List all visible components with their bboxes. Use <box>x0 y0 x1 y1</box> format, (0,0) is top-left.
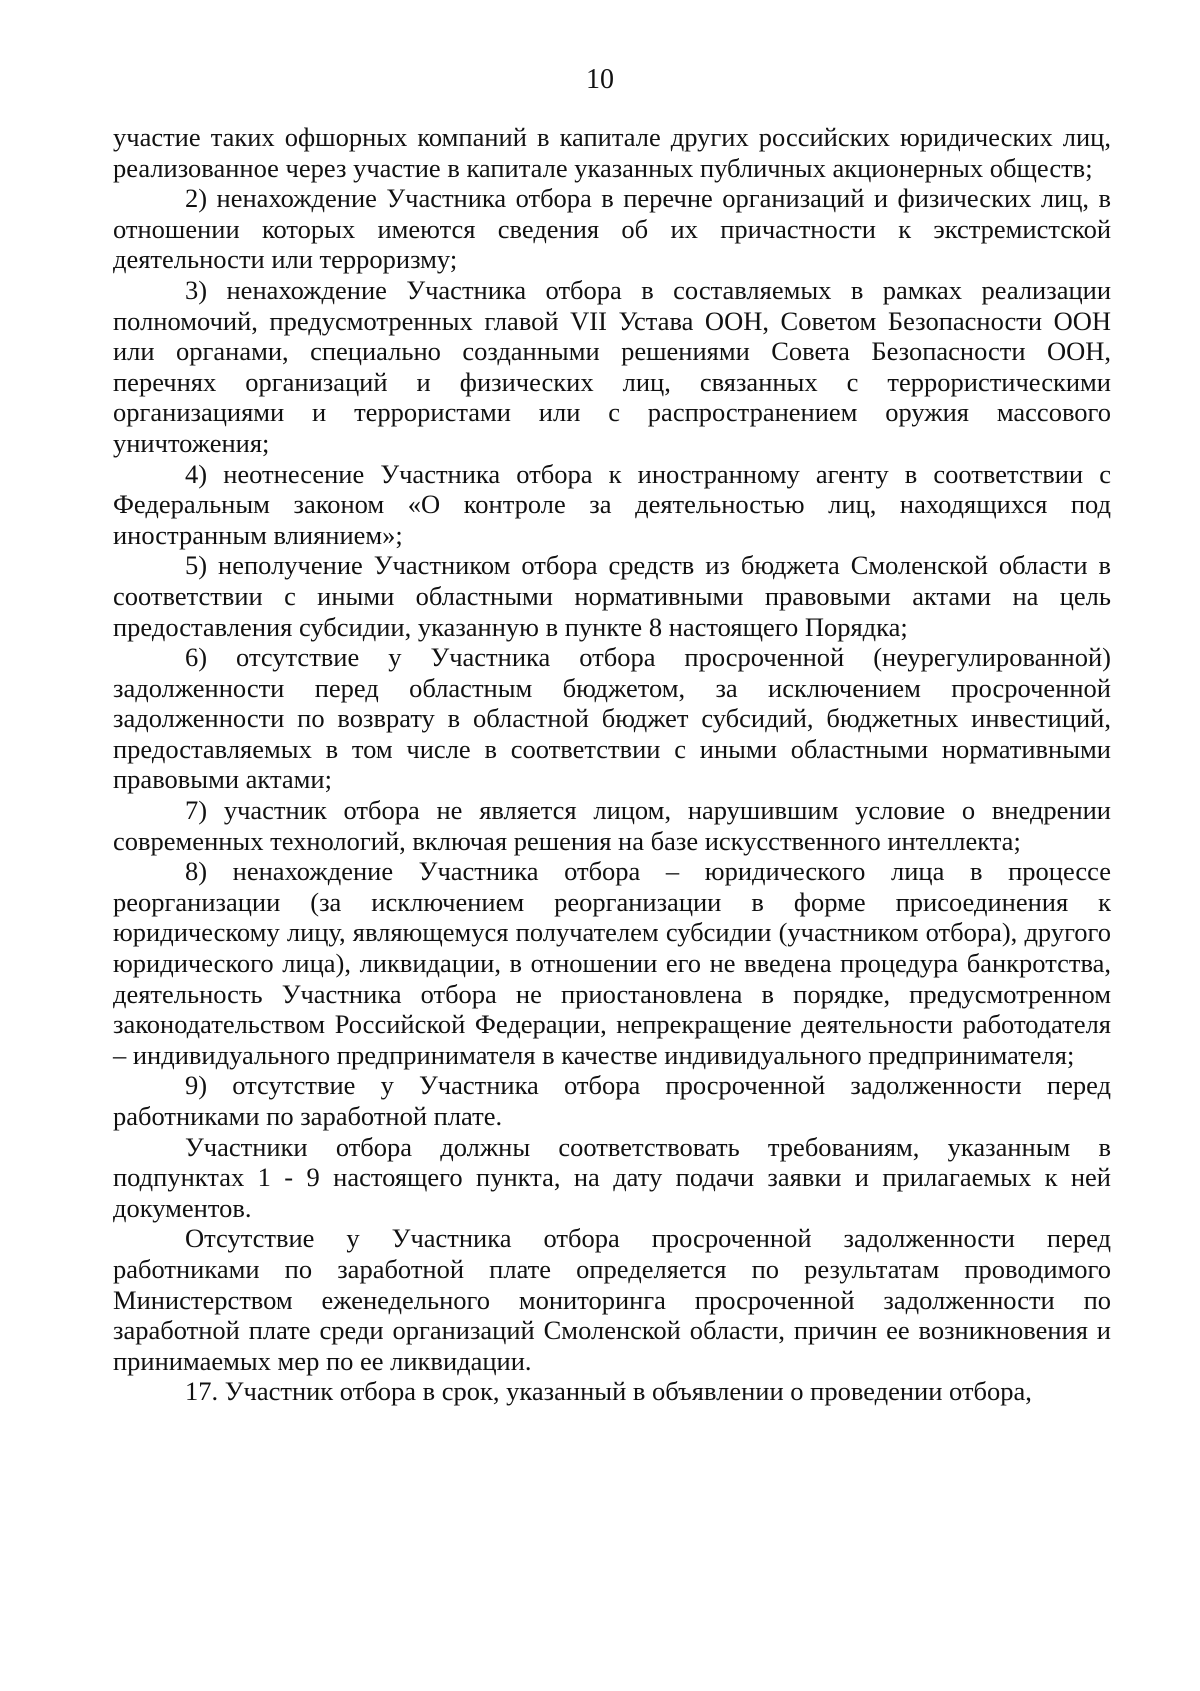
paragraph-item-4: 4) неотнесение Участника отбора к иностранному агенту в соответствии с Федеральным законом «О контроле за деятельностью лиц, находящихся под иностранным влиянием»; <box>113 458 1111 550</box>
paragraph-item-5: 5) неполучение Участником отбора средств из бюджета Смоленской области в соответствии с иными областными нормативными правовыми актами на цель предоставления субсидии, указанную в пункте 8 настоящего Порядка; <box>113 550 1111 642</box>
paragraph-item-9: 9) отсутствие у Участника отбора просроченной задолженности перед работниками по заработной плате. <box>113 1070 1111 1131</box>
paragraph-item-2: 2) ненахождение Участника отбора в перечне организаций и физических лиц, в отношении которых имеются сведения об их причастности к экстремистской деятельности или терроризму; <box>113 183 1111 275</box>
paragraph-item-8: 8) ненахождение Участника отбора – юридического лица в процессе реорганизации (за исключением реорганизации в форме присоединения к юридическому лицу, являющемуся получателем субсидии (участником отбора), другого юридического лица), ликвидации, в отношении его не введена процедура банкротства, деятельность Участника отбора не приостановлена в порядке, предусмотренном законодательством Российской Федерации, непрекращение деятельности работодателя – индивидуального предпринимателя в качестве индивидуального предпринимателя; <box>113 856 1111 1070</box>
paragraph-requirements: Участники отбора должны соответствовать требованиям, указанным в подпунктах 1 - 9 настоящего пункта, на дату подачи заявки и прилагаемых к ней документов. <box>113 1131 1111 1223</box>
paragraph-item-6: 6) отсутствие у Участника отбора просроченной (неурегулированной) задолженности перед областным бюджетом, за исключением просроченной задолженности по возврату в областной бюджет субсидий, бюджетных инвестиций, предоставляемых в том числе в соответствии с иными областными нормативными правовыми актами; <box>113 642 1111 795</box>
paragraph-continuation: участие таких офшорных компаний в капитале других российских юридических лиц, реализованное через участие в капитале указанных публичных акционерных обществ; <box>113 122 1111 183</box>
paragraph-monitoring: Отсутствие у Участника отбора просроченной задолженности перед работниками по заработной плате определяется по результатам проводимого Министерством еженедельного мониторинга просроченной задолженности по заработной плате среди организаций Смоленской области, причин ее возникновения и принимаемых мер по ее ликвидации. <box>113 1223 1111 1376</box>
paragraph-item-7: 7) участник отбора не является лицом, нарушившим условие о внедрении современных технологий, включая решения на базе искусственного интеллекта; <box>113 795 1111 856</box>
document-text <box>113 122 1111 1407</box>
paragraph-clause-17: 17. Участник отбора в срок, указанный в объявлении о проведении отбора, <box>185 1376 1032 1407</box>
paragraph-item-3: 3) ненахождение Участника отбора в составляемых в рамках реализации полномочий, предусмотренных главой VII Устава ООН, Советом Безопасности ООН или органами, специально созданными решениями Совета Безопасности ООН, перечнях организаций и физических лиц, связанных с террористическими организациями и террористами или с распространением оружия массового уничтожения; <box>113 274 1111 458</box>
page-number: 10 <box>586 64 614 95</box>
